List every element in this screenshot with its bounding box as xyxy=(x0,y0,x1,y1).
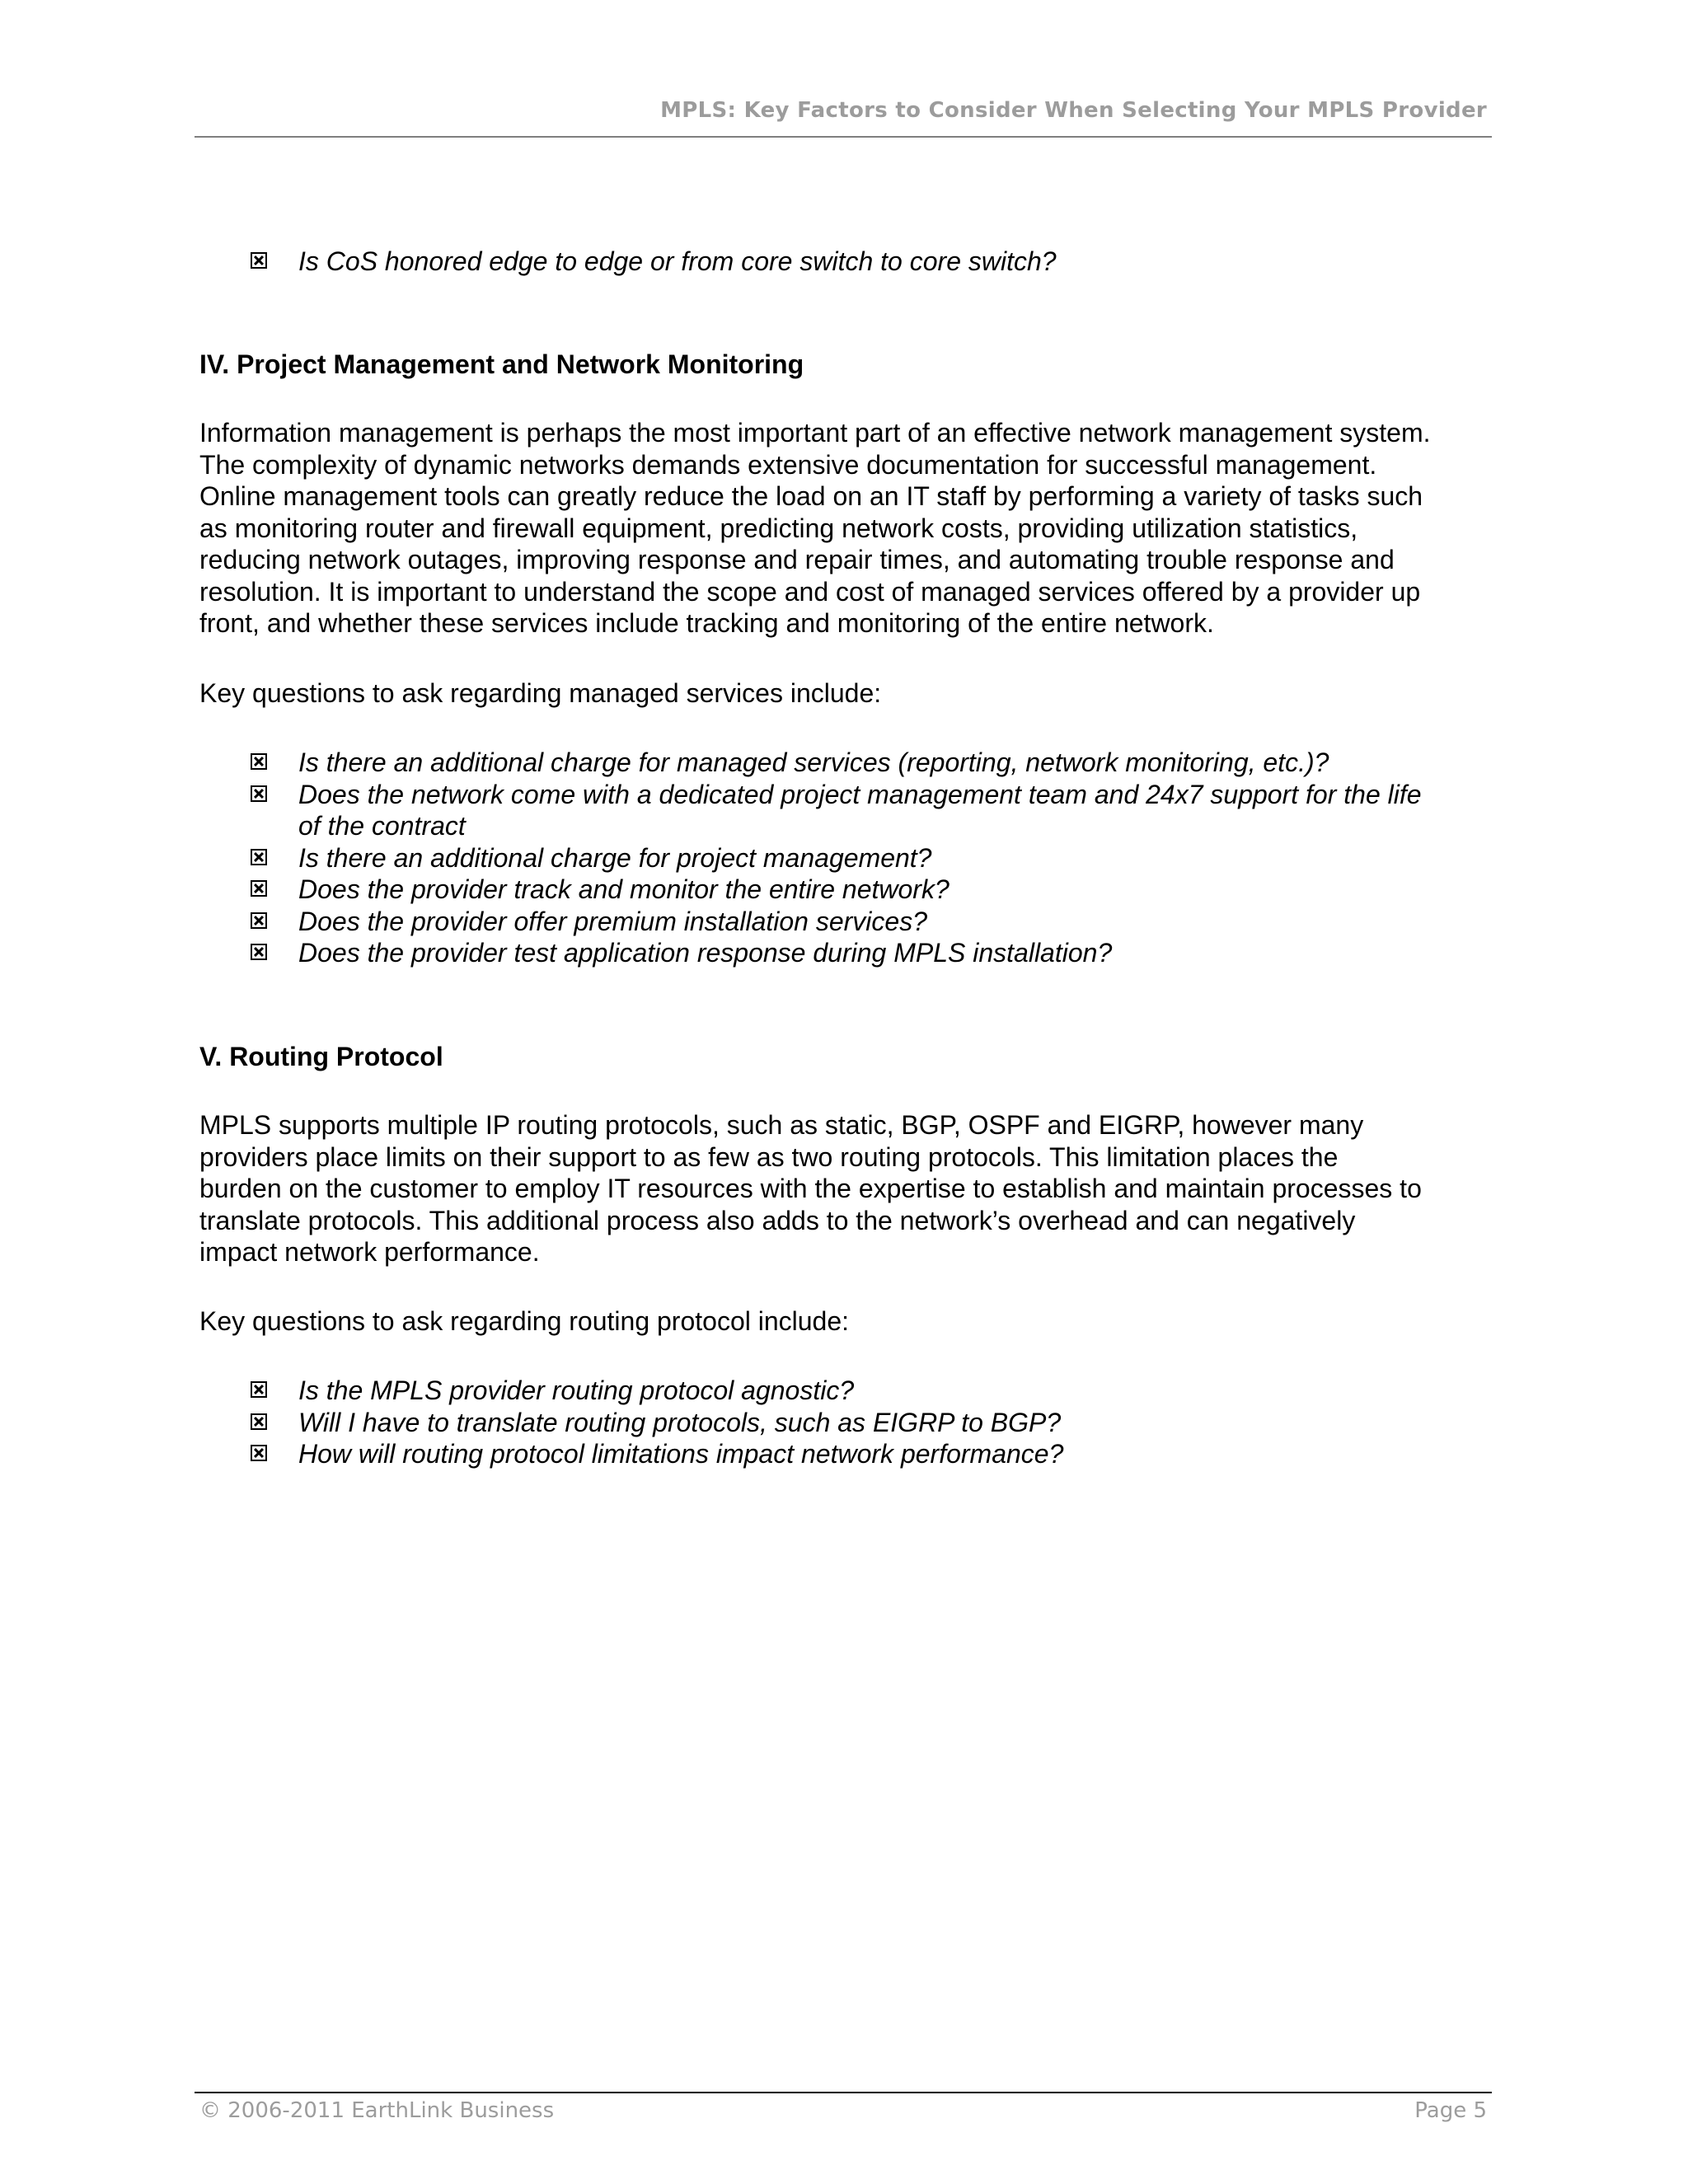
list-item xyxy=(199,779,1422,842)
list-item-text: Is CoS honored edge to edge or from core switch to core switch? xyxy=(298,246,1057,276)
list-item xyxy=(199,1438,1063,1470)
cos-question-list xyxy=(199,246,1057,278)
list-item-text: Is the MPLS provider routing protocol agnostic? xyxy=(298,1376,855,1405)
copyright-notice: © 2006-2011 EarthLink Business xyxy=(199,2098,555,2123)
list-item-text: Does the network come with a dedicated project management team and 24x7 support for the life xyxy=(298,779,1422,809)
list-item-text: Does the provider test application response during MPLS installation? xyxy=(298,938,1113,968)
list-item xyxy=(199,906,1422,938)
list-item xyxy=(199,1407,1063,1439)
checkbox-x-icon xyxy=(251,1413,267,1430)
section-heading-routing-protocol: V. Routing Protocol xyxy=(199,1042,443,1071)
paragraph-line: resolution. It is important to understand the scope and cost of managed services offered by a provider up xyxy=(199,576,1421,607)
list-item-text: Is there an additional charge for project management? xyxy=(298,842,932,873)
list-item-text: Is there an additional charge for managed services (reporting, network monitoring, etc.)? xyxy=(298,748,1329,777)
list-item xyxy=(199,842,1422,874)
list-item-text: Does the provider offer premium installation services? xyxy=(298,906,927,936)
paragraph-line: as monitoring router and firewall equipment, predicting network costs, providing utilization statistics, xyxy=(199,513,1358,543)
paragraph-line: translate protocols. This additional process also adds to the network’s overhead and can negatively xyxy=(199,1205,1356,1235)
checkbox-x-icon xyxy=(251,252,267,269)
paragraph-line: impact network performance. xyxy=(199,1237,540,1267)
checkbox-x-icon xyxy=(251,944,267,960)
list-item-text: How will routing protocol limitations impact network performance? xyxy=(298,1439,1064,1469)
section4-intro: Key questions to ask regarding managed services include: xyxy=(199,678,882,708)
paragraph-line: MPLS supports multiple IP routing protocols, such as static, BGP, OSPF and EIGRP, however many xyxy=(199,1110,1364,1140)
page-number: Page 5 xyxy=(1414,2098,1487,2123)
page-footer xyxy=(195,2092,1492,2123)
checkbox-x-icon xyxy=(251,912,267,929)
page-header xyxy=(195,95,1492,138)
paragraph-line: The complexity of dynamic networks demands extensive documentation for successful management. xyxy=(199,449,1377,480)
paragraph-line: Online management tools can greatly reduce the load on an IT staff by performing a variety of tasks such xyxy=(199,481,1423,511)
section5-paragraph xyxy=(199,1109,1502,1268)
header-title: MPLS: Key Factors to Consider When Selecting Your MPLS Provider xyxy=(660,98,1487,123)
checkbox-x-icon xyxy=(251,880,267,897)
paragraph-line: providers place limits on their support to as few as two routing protocols. This limitation places the xyxy=(199,1141,1339,1172)
list-item xyxy=(199,246,1057,278)
list-item xyxy=(199,1375,1063,1407)
list-item xyxy=(199,747,1422,779)
checkbox-x-icon xyxy=(251,1445,267,1461)
checkbox-x-icon xyxy=(251,785,267,802)
paragraph-line: burden on the customer to employ IT resources with the expertise to establish and maintain processes to xyxy=(199,1174,1422,1203)
list-item-text: Does the provider track and monitor the entire network? xyxy=(298,874,950,904)
list-item-text: of the contract xyxy=(298,811,466,841)
checkbox-x-icon xyxy=(251,753,267,770)
checkbox-x-icon xyxy=(251,849,267,865)
checkbox-x-icon xyxy=(251,1381,267,1398)
paragraph-line: reducing network outages, improving response and repair times, and automating trouble response and xyxy=(199,545,1395,574)
managed-services-question-list xyxy=(199,747,1422,969)
paragraph-line: front, and whether these services include tracking and monitoring of the entire network. xyxy=(199,608,1214,638)
routing-question-list xyxy=(199,1375,1063,1470)
paragraph-line: Information management is perhaps the most important part of an effective network management system. xyxy=(199,418,1431,448)
section-heading-project-management: IV. Project Management and Network Monitoring xyxy=(199,349,804,379)
list-item-text: Will I have to translate routing protocols, such as EIGRP to BGP? xyxy=(298,1407,1062,1437)
list-item xyxy=(199,937,1422,969)
list-item xyxy=(199,874,1422,906)
section4-paragraph xyxy=(199,417,1502,640)
section5-intro: Key questions to ask regarding routing protocol include: xyxy=(199,1306,850,1336)
